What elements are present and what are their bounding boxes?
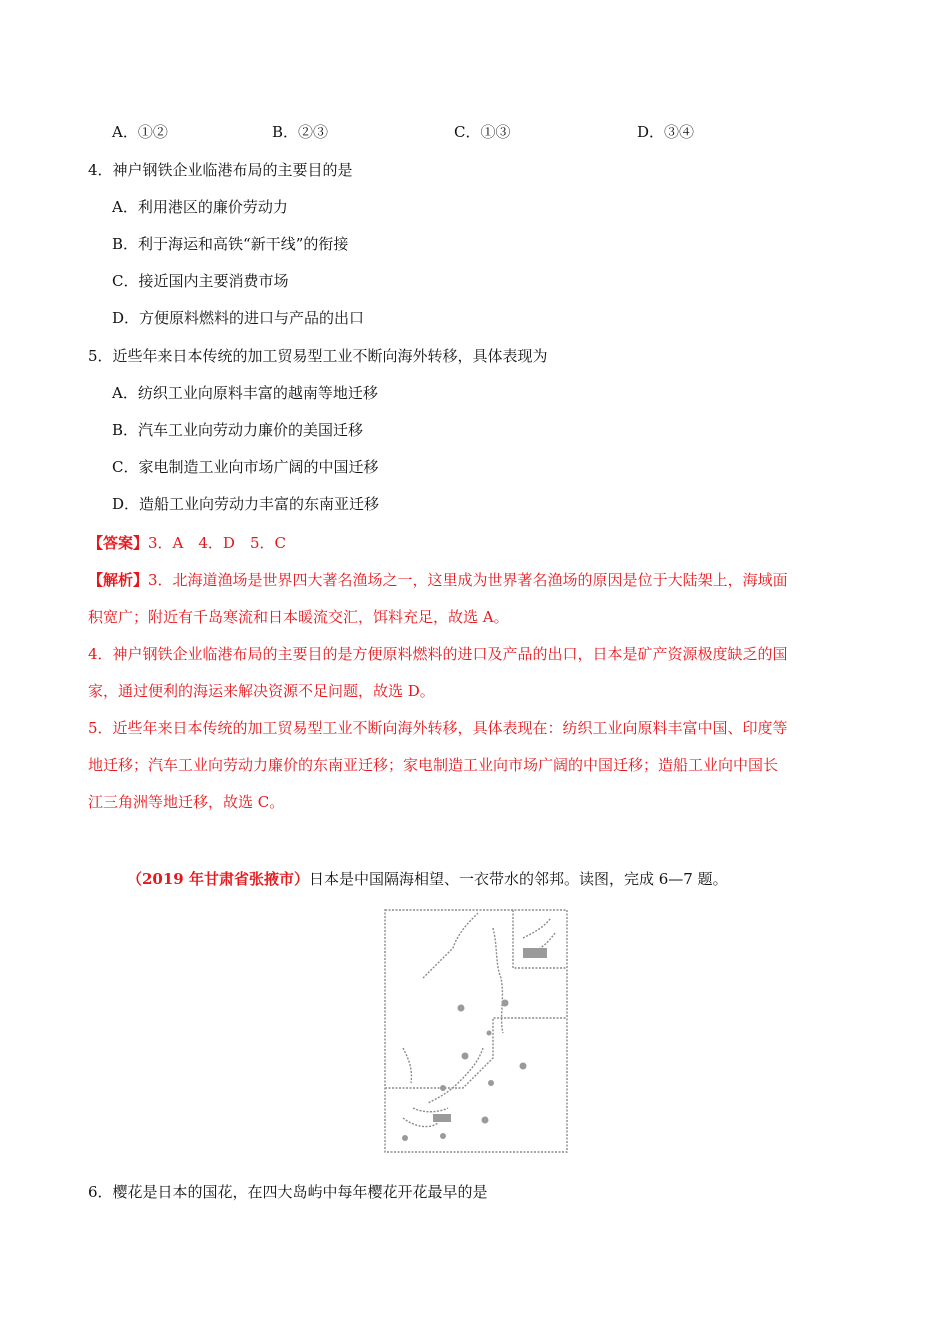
map-dot: [487, 1031, 492, 1036]
answer-tag: 【答案】: [88, 534, 149, 552]
analysis-tag: 【解析】: [88, 571, 149, 589]
map-frame: [385, 910, 567, 1152]
analysis-3-line1: [88, 570, 788, 590]
map-dot: [440, 1133, 446, 1139]
analysis-3-text1: 3．北海道渔场是世界四大著名渔场之一，这里成为世界著名渔场的原因是位于大陆架上，海域面: [148, 571, 788, 589]
map-dot: [488, 1080, 494, 1086]
map-inset-border: [385, 1018, 567, 1088]
analysis-5-line3: 江三角洲等地迁移，故选 C。: [88, 793, 285, 811]
map-dot: [482, 1117, 489, 1124]
q4-stem: 4．神户钢铁企业临港布局的主要目的是: [88, 161, 353, 179]
map-dot: [440, 1085, 446, 1091]
analysis-4-line1: 4．神户钢铁企业临港布局的主要目的是方便原料燃料的进口及产品的出口，日本是矿产资源极度缺乏的国: [88, 645, 788, 663]
map-dot: [502, 1000, 509, 1007]
q3-option-d: D．③④: [637, 123, 695, 141]
map-dot: [458, 1005, 465, 1012]
q5-option-b: B．汽车工业向劳动力廉价的美国迁移: [112, 421, 364, 439]
answer-text: 3．A 4．D 5．C: [148, 534, 286, 552]
analysis-5-line2: 地迁移；汽车工业向劳动力廉价的东南亚迁移；家电制造工业向市场广阔的中国迁移；造船工业向中国长: [88, 756, 779, 774]
intro-text: 日本是中国隔海相望、一衣带水的邻邦。读图，完成 6—7 题。: [308, 870, 728, 888]
analysis-3-line2: 积宽广；附近有千岛寒流和日本暖流交汇，饵料充足，故选 A。: [88, 608, 509, 626]
answer-line: [88, 533, 286, 553]
q6-stem: 6．樱花是日本的国花，在四大岛屿中每年樱花开花最早的是: [88, 1183, 488, 1201]
map-coast-sakhalin: [493, 928, 503, 1033]
q4-option-a: A．利用港区的廉价劳动力: [112, 198, 288, 216]
q3-option-c: C．①③: [454, 123, 511, 141]
japan-map-figure: [383, 908, 569, 1154]
map-dot: [462, 1053, 469, 1060]
map-label-block: [523, 948, 547, 958]
q4-option-d: D．方便原料燃料的进口与产品的出口: [112, 309, 365, 327]
q4-option-c: C．接近国内主要消费市场: [112, 272, 289, 290]
analysis-5-line1: 5．近些年来日本传统的加工贸易型工业不断向海外转移，具体表现在：纺织工业向原料丰富中国、印度等: [88, 719, 788, 737]
map-dot: [402, 1135, 408, 1141]
intro-line: [127, 869, 728, 889]
q5-option-a: A．纺织工业向原料丰富的越南等地迁移: [112, 384, 378, 402]
map-dot: [520, 1063, 527, 1070]
q3-option-a: A．①②: [112, 123, 168, 141]
map-coast-korea: [403, 1048, 411, 1083]
japan-map-svg: [383, 908, 569, 1154]
map-inset-border-top: [513, 910, 567, 968]
q5-option-c: C．家电制造工业向市场广阔的中国迁移: [112, 458, 379, 476]
q5-option-d: D．造船工业向劳动力丰富的东南亚迁移: [112, 495, 380, 513]
q4-option-b: B．利于海运和高铁“新干线”的衔接: [112, 235, 349, 253]
map-coast-mainland: [423, 913, 478, 978]
q5-stem: 5．近些年来日本传统的加工贸易型工业不断向海外转移，具体表现为: [88, 347, 548, 365]
intro-source: （2019 年甘肃省张掖市）: [127, 870, 309, 888]
analysis-4-line2: 家，通过便利的海运来解决资源不足问题，故选 D。: [88, 682, 435, 700]
map-coast-hokkaido: [523, 918, 555, 953]
map-label-block: [433, 1114, 451, 1122]
q3-option-b: B．②③: [272, 123, 329, 141]
